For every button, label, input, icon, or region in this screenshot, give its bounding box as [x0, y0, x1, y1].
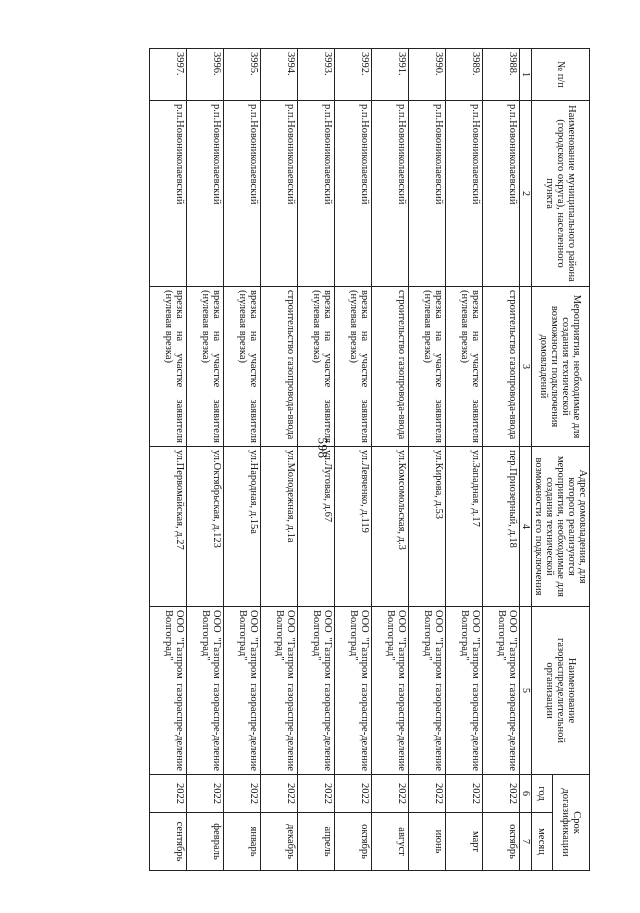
row-measure: врезка на участке заявителя (нулевая врезка): [446, 287, 483, 447]
row-month: март: [446, 813, 483, 871]
table-row: [224, 49, 261, 871]
header-year: год: [532, 775, 553, 813]
row-year: 2022: [298, 775, 335, 813]
row-organization: ООО "Газпром газораспре-деление Волгоград": [372, 607, 409, 775]
row-number: 3989.: [446, 49, 483, 101]
header-num: № п/п: [532, 49, 590, 101]
row-year: 2022: [187, 775, 224, 813]
row-organization: ООО "Газпром газораспре-деление Волгоград": [409, 607, 446, 775]
row-address: ул.Октябрьская, д.123: [187, 447, 224, 607]
row-organization: ООО "Газпром газораспре-деление Волгоград": [150, 607, 187, 775]
row-measure: строительство газопровода-ввода: [483, 287, 520, 447]
table-row: [372, 49, 409, 871]
row-address: ул.Первомайская, д.27: [150, 447, 187, 607]
table-row: [298, 49, 335, 871]
row-address: ул.Левченко, д.119: [335, 447, 372, 607]
row-month: апрель: [298, 813, 335, 871]
header-address: Адрес домовладения, для которого реализуются мероприятия, необходимые для создания технической возможности его подключения: [532, 447, 590, 607]
table-row: [150, 49, 187, 871]
row-month: октябрь: [335, 813, 372, 871]
row-month: февраль: [187, 813, 224, 871]
row-year: 2022: [150, 775, 187, 813]
row-organization: ООО "Газпром газораспре-деление Волгоград": [335, 607, 372, 775]
column-index-cell: 1: [520, 49, 532, 101]
table-body: [150, 49, 520, 871]
row-month: октябрь: [483, 813, 520, 871]
row-measure: врезка на участке заявителя (нулевая врезка): [335, 287, 372, 447]
row-address: пер.Приозерный, д.18: [483, 447, 520, 607]
row-address: ул.Луговая, д.67: [298, 447, 335, 607]
table-row: [483, 49, 520, 871]
row-address: ул.Кирова, д.53: [409, 447, 446, 607]
column-index-row: [520, 49, 532, 871]
row-number: 3992.: [335, 49, 372, 101]
header-organization: Наименование газораспределительной организации: [532, 607, 590, 775]
row-settlement: р.п.Новониколаевский: [187, 101, 224, 287]
column-index-cell: 6: [520, 775, 532, 813]
row-organization: ООО "Газпром газораспре-деление Волгоград": [187, 607, 224, 775]
table-row: [335, 49, 372, 871]
gasification-table: [149, 48, 590, 871]
page-number: 598: [315, 437, 331, 459]
row-year: 2022: [483, 775, 520, 813]
row-measure: врезка на участке заявителя (нулевая врезка): [409, 287, 446, 447]
row-month: июнь: [409, 813, 446, 871]
row-settlement: р.п.Новониколаевский: [298, 101, 335, 287]
row-number: 3997.: [150, 49, 187, 101]
row-month: сентябрь: [150, 813, 187, 871]
column-index-cell: 7: [520, 813, 532, 871]
table-row: [409, 49, 446, 871]
row-number: 3993.: [298, 49, 335, 101]
row-month: август: [372, 813, 409, 871]
row-year: 2022: [224, 775, 261, 813]
row-organization: ООО "Газпром газораспре-деление Волгоград": [483, 607, 520, 775]
row-settlement: р.п.Новониколаевский: [335, 101, 372, 287]
row-number: 3990.: [409, 49, 446, 101]
row-year: 2022: [409, 775, 446, 813]
table-row: [187, 49, 224, 871]
column-index-cell: 5: [520, 607, 532, 775]
rotated-table-container: [163, 48, 590, 870]
row-settlement: р.п.Новониколаевский: [409, 101, 446, 287]
header-settlement: Наименование муниципального района (городского округа), населенного пункта: [532, 101, 590, 287]
row-number: 3994.: [261, 49, 298, 101]
header-measure: Мероприятия, необходимые для создания технической возможности подключения домовладений: [532, 287, 590, 447]
row-settlement: р.п.Новониколаевский: [150, 101, 187, 287]
header-term: Срок догазификации: [552, 775, 589, 871]
column-index-cell: 3: [520, 287, 532, 447]
row-measure: врезка на участке заявителя (нулевая врезка): [298, 287, 335, 447]
row-year: 2022: [261, 775, 298, 813]
row-year: 2022: [335, 775, 372, 813]
row-number: 3995.: [224, 49, 261, 101]
row-settlement: р.п.Новониколаевский: [224, 101, 261, 287]
row-month: январь: [224, 813, 261, 871]
row-measure: врезка на участке заявителя (нулевая врезка): [187, 287, 224, 447]
column-index-cell: 4: [520, 447, 532, 607]
table-row: [446, 49, 483, 871]
row-address: ул.Народная, д.15а: [224, 447, 261, 607]
row-organization: ООО "Газпром газораспре-деление Волгоград": [446, 607, 483, 775]
row-number: 3988.: [483, 49, 520, 101]
row-year: 2022: [372, 775, 409, 813]
column-index-cell: 2: [520, 101, 532, 287]
row-settlement: р.п.Новониколаевский: [446, 101, 483, 287]
row-measure: строительство газопровода-ввода: [372, 287, 409, 447]
table-row: [261, 49, 298, 871]
row-address: ул.Западная, д.17: [446, 447, 483, 607]
header-month: месяц: [532, 813, 553, 871]
row-settlement: р.п.Новониколаевский: [372, 101, 409, 287]
row-organization: ООО "Газпром газораспре-деление Волгоград": [224, 607, 261, 775]
row-organization: ООО "Газпром газораспре-деление Волгоград": [298, 607, 335, 775]
row-settlement: р.п.Новониколаевский: [261, 101, 298, 287]
row-measure: врезка на участке заявителя (нулевая врезка): [224, 287, 261, 447]
row-number: 3996.: [187, 49, 224, 101]
row-settlement: р.п.Новониколаевский: [483, 101, 520, 287]
row-month: декабрь: [261, 813, 298, 871]
row-number: 3991.: [372, 49, 409, 101]
row-organization: ООО "Газпром газораспре-деление Волгоград": [261, 607, 298, 775]
row-address: ул.Комсомольская, д.3: [372, 447, 409, 607]
row-measure: врезка на участке заявителя (нулевая врезка): [150, 287, 187, 447]
row-measure: строительство газопровода-ввода: [261, 287, 298, 447]
row-address: ул.Молодежная, д.1а: [261, 447, 298, 607]
row-year: 2022: [446, 775, 483, 813]
